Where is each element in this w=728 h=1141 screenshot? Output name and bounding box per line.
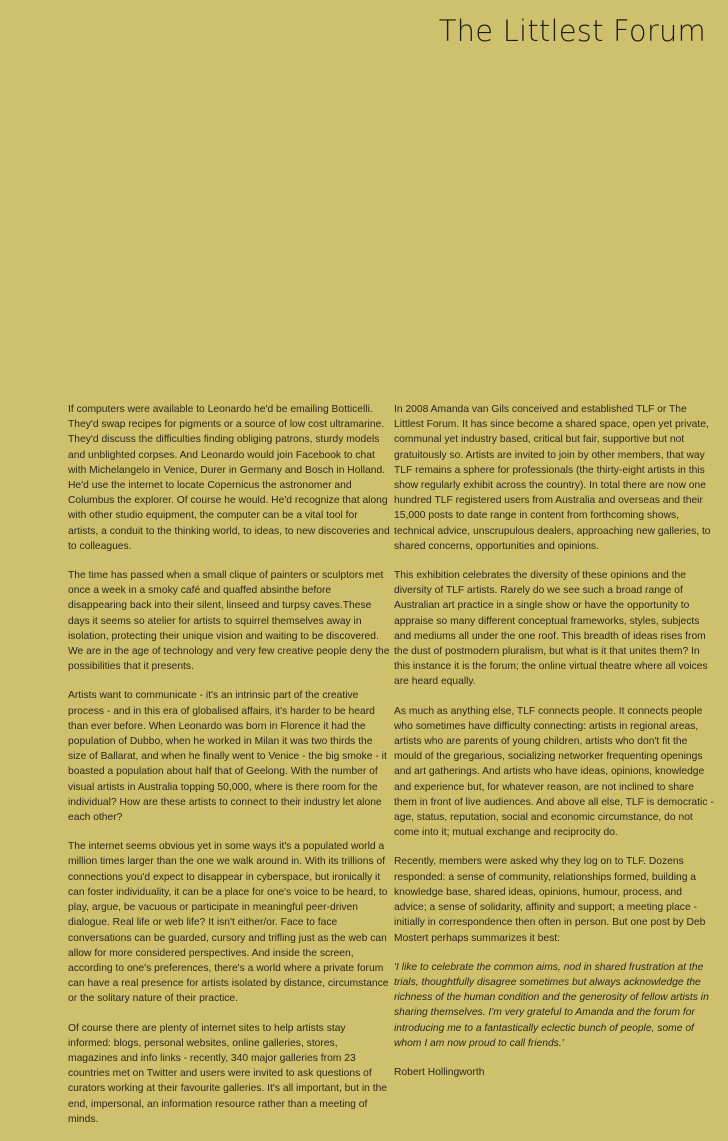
block-quote: 'I like to celebrate the common aims, nod in shared frustration at the trials, thoughtfully disagree sometimes but always acknowledge the richness of the human condition and the generosity of fellow artists in sharing themselves. I'm very grateful to Amanda and the forum for introducing me to a fantastically eclectic bunch of people, some of whom I am now proud to call friends.' xyxy=(394,961,709,1049)
paragraph: Artists want to communicate - it's an intrinsic part of the creative process - and in this era of globalised affairs, it's harder to be heard than ever before. When Leonardo was born in Florence it had the population of Dubbo, when he worked in Milan it was two thirds the size of Ballarat, and when he finally went to Venice - the big smoke - it boasted a population about half that of Geelong. With the number of visual artists in Australia topping 50,000, where is there room for the individual? How are these artists to connect to their industry let alone each other? xyxy=(68,690,387,824)
left-column xyxy=(68,402,390,1141)
paragraph: Recently, members were asked why they log on to TLF. Dozens responded: a sense of community, relationships formed, building a knowledge base, shared ideas, opinions, humour, process, and advice; a sense of solidarity, affinity and support; a meeting place - initially in correspondence then often in person. But one post by Deb Mostert perhaps summarizes it best: xyxy=(394,856,706,944)
paragraph: The time has passed when a small clique of painters or sculptors met once a week in a smoky café and quaffed absinthe before disappearing back into their silent, linseed and turpsy caves.These days it seems so atelier for artists to squirrel themselves away in isolation, protecting their unique vision and waiting to be discovered. We are in the age of technology and very few creative people deny the possibilities that it presents. xyxy=(68,570,390,673)
paragraph: As much as anything else, TLF connects people. It connects people who sometimes have difficulty connecting: artists in regional areas, artists who are parents of young children, artists who don't fit the mould of the gregarious, socializing networker frequenting openings and art gatherings. And artists who have ideas, opinions, knowledge and experience but, for whatever reason, are not inclined to share them in front of live audiences. And above all else, TLF is democratic - age, status, reputation, social and economic circumstance, do not come into it; mutual exchange and reciprocity do. xyxy=(394,705,714,839)
paragraph: If computers were available to Leonardo he'd be emailing Botticelli. They'd swap recipes for pigments or a source of low cost ultramarine. They'd discuss the difficulties finding obliging patrons, sturdy models and unblighted corpses. And Leonardo would join Facebook to chat with Michelangelo in Venice, Durer in Germany and Bosch in Holland. He'd use the internet to locate Copernicus the astronomer and Columbus the explorer. Of course he would. He'd recognize that along with other studio equipment, the computer can be a vital tool for artists, a conduit to the thinking world, to ideas, to new discoveries and to colleagues. xyxy=(68,404,390,552)
right-column xyxy=(394,402,716,1094)
paragraph: The internet seems obvious yet in some ways it's a populated world a million times larger than the one we walk around in. With its trillions of connections you'd expect to disappear in cyberspace, but ironically it can foster individuality, it can be a place for one's voice to be heard, to play, argue, be vacuous or participate in meaningful peer-driven dialogue. Real life or web life? It isn't either/or. Face to face conversations can be guarded, cursory and trifling just as the web can allow for more considered perspectives. And inside the screen, according to one's preferences, there's a world where a private forum can have a real presence for artists isolated by distance, circumstance or the solitary nature of their practice. xyxy=(68,841,389,1005)
paragraph: Of course there are plenty of internet sites to help artists stay informed: blogs, personal websites, online galleries, stores, magazines and info links - recently, 340 major galleries from 23 countries met on Twitter and users were invited to ask questions of curators working at their favourite galleries. It's all important, but in the end, impersonal, an information resource rather than a meeting of minds. xyxy=(68,1022,388,1125)
author-byline: Robert Hollingworth xyxy=(394,1066,485,1078)
paragraph: In 2008 Amanda van Gils conceived and established TLF or The Littlest Forum. It has since become a shared space, open yet private, communal yet industry based, critical but fair, supportive but not gratuitously so. Artists are invited to join by other members, that way TLF remains a sphere for professionals (the thirty-eight artists in this show regularly exhibit across the country). In total there are now one hundred TLF registered users from Australia and overseas and their 15,000 posts to date range in content from forthcoming shows, technical advice, unscrupulous dealers, approaching new galleries, to shared concerns, opportunities and opinions. xyxy=(394,404,711,552)
page-title: The Littlest Forum xyxy=(438,14,706,48)
paragraph: This exhibition celebrates the diversity of these opinions and the diversity of TLF artists. Rarely do we see such a broad range of Australian art practice in a single show or have the opportunity to appraise so many different conceptual frameworks, styles, subjects and mediums all under the one roof. This breadth of ideas rises from the dust of postmodern pluralism, but what is it that unites them? In this instance it is the forum; the online virtual theatre where all voices are heard equally. xyxy=(394,570,708,688)
